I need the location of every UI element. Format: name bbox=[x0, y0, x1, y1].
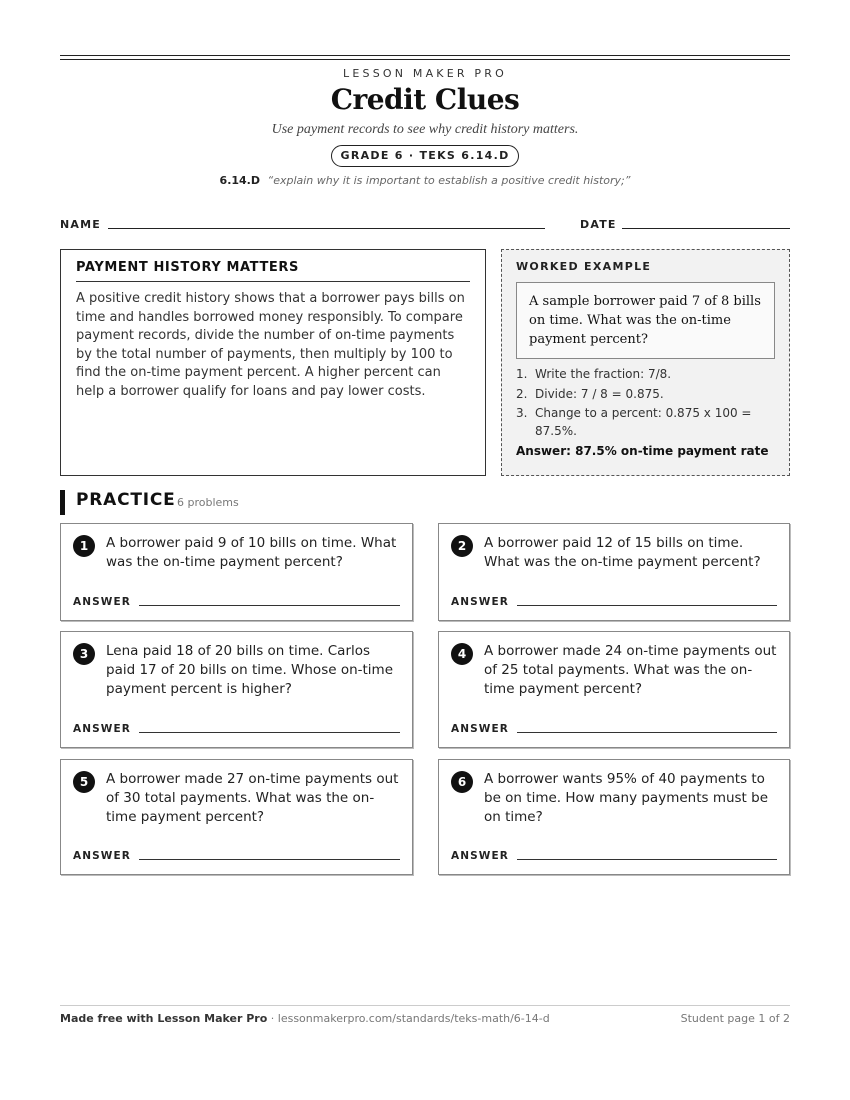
answer-label: ANSWER bbox=[451, 723, 509, 735]
worked-example-step bbox=[516, 405, 775, 440]
problem-question: A borrower paid 9 of 10 bills on time. What was the on-time payment percent? bbox=[106, 535, 397, 570]
problem-card-6 bbox=[438, 759, 790, 875]
header-double-rule bbox=[60, 55, 790, 60]
name-input-line[interactable] bbox=[108, 228, 545, 229]
practice-heading: PRACTICE bbox=[76, 490, 176, 510]
problem-number-badge: 1 bbox=[73, 535, 95, 557]
payment-history-info-box bbox=[60, 249, 486, 476]
answer-input-line[interactable] bbox=[517, 732, 777, 733]
answer-input-line[interactable] bbox=[139, 732, 400, 733]
practice-accent-bar bbox=[60, 490, 65, 515]
answer-row bbox=[451, 723, 777, 735]
problem-question: A borrower made 27 on-time payments out of 30 total payments. What was the on-time payment percent? bbox=[106, 771, 399, 825]
problem-number-badge: 5 bbox=[73, 771, 95, 793]
problem-card-2 bbox=[438, 523, 790, 621]
answer-row bbox=[73, 723, 400, 735]
answer-row bbox=[451, 850, 777, 862]
name-label: NAME bbox=[60, 218, 101, 231]
worksheet-title: Credit Clues bbox=[330, 83, 520, 116]
answer-input-line[interactable] bbox=[139, 605, 400, 606]
info-box-heading: PAYMENT HISTORY MATTERS bbox=[76, 260, 470, 282]
step-text: Divide: 7 / 8 = 0.875. bbox=[535, 386, 664, 401]
worked-example-step bbox=[516, 386, 775, 404]
answer-label: ANSWER bbox=[451, 850, 509, 862]
footer-credit bbox=[60, 1012, 550, 1025]
problem-number-badge: 4 bbox=[451, 643, 473, 665]
answer-input-line[interactable] bbox=[517, 605, 777, 606]
grade-badge: GRADE 6 · TEKS 6.14.D bbox=[331, 145, 519, 167]
problem-question: Lena paid 18 of 20 bills on time. Carlos paid 17 of 20 bills on time. Whose on-time payment percent is higher? bbox=[106, 643, 394, 697]
step-number: 2. bbox=[516, 386, 528, 401]
worked-example-heading: WORKED EXAMPLE bbox=[516, 260, 652, 273]
worksheet-page bbox=[60, 0, 790, 1100]
problem-card-1 bbox=[60, 523, 413, 621]
worked-example-box bbox=[501, 249, 790, 476]
worked-example-steps bbox=[516, 366, 775, 440]
problem-card-4 bbox=[438, 631, 790, 748]
answer-label: ANSWER bbox=[73, 723, 131, 735]
standard-line bbox=[60, 174, 790, 187]
standard-text: “explain why it is important to establish a positive credit history;” bbox=[267, 174, 631, 187]
answer-label: ANSWER bbox=[451, 596, 509, 608]
info-box-text: A positive credit history shows that a borrower pays bills on time and handles borrowed money responsibly. To compare payment records, divide the number of on-time payments by the total number of payments, then multiply by 100 to find the on-time payment percent. A higher percent can help a borrower qualify for loans and pay lower costs. bbox=[76, 291, 465, 399]
answer-row bbox=[73, 596, 400, 608]
worked-example-step bbox=[516, 366, 775, 384]
worksheet-subtitle: Use payment records to see why credit history matters. bbox=[271, 122, 579, 137]
answer-label: ANSWER bbox=[73, 596, 131, 608]
step-number: 3. bbox=[516, 406, 528, 420]
problem-number-badge: 6 bbox=[451, 771, 473, 793]
problem-number-badge: 3 bbox=[73, 643, 95, 665]
problem-card-5 bbox=[60, 759, 413, 875]
step-text: Change to a percent: 0.875 x 100 = 87.5%. bbox=[535, 406, 752, 438]
answer-input-line[interactable] bbox=[517, 859, 777, 860]
problem-question: A borrower made 24 on-time payments out of 25 total payments. What was the on-time payment percent? bbox=[484, 643, 777, 697]
brand-name: LESSON MAKER PRO bbox=[343, 67, 507, 80]
step-text: Write the fraction: 7/8. bbox=[535, 367, 672, 381]
problem-question: A borrower paid 12 of 15 bills on time. What was the on-time payment percent? bbox=[484, 535, 761, 570]
answer-row bbox=[451, 596, 777, 608]
standard-code: 6.14.D bbox=[219, 174, 260, 187]
problem-question: A borrower wants 95% of 40 payments to be on time. How many payments must be on time? bbox=[484, 771, 769, 825]
date-label: DATE bbox=[580, 218, 617, 231]
date-input-line[interactable] bbox=[622, 228, 790, 229]
worked-example-question: A sample borrower paid 7 of 8 bills on time. What was the on-time payment percent? bbox=[516, 282, 775, 359]
footer-url: · lessonmakerpro.com/standards/teks-math/6-14-d bbox=[267, 1012, 550, 1025]
practice-count: 6 problems bbox=[177, 496, 239, 509]
step-number: 1. bbox=[516, 367, 528, 381]
problem-number-badge: 2 bbox=[451, 535, 473, 557]
problem-card-3 bbox=[60, 631, 413, 748]
worked-example-answer: Answer: 87.5% on-time payment rate bbox=[516, 444, 769, 458]
answer-label: ANSWER bbox=[73, 850, 131, 862]
answer-input-line[interactable] bbox=[139, 859, 400, 860]
footer-rule bbox=[60, 1005, 790, 1006]
answer-row bbox=[73, 850, 400, 862]
footer-made-by: Made free with Lesson Maker Pro bbox=[60, 1012, 268, 1025]
footer-page-number: Student page 1 of 2 bbox=[680, 1012, 790, 1025]
